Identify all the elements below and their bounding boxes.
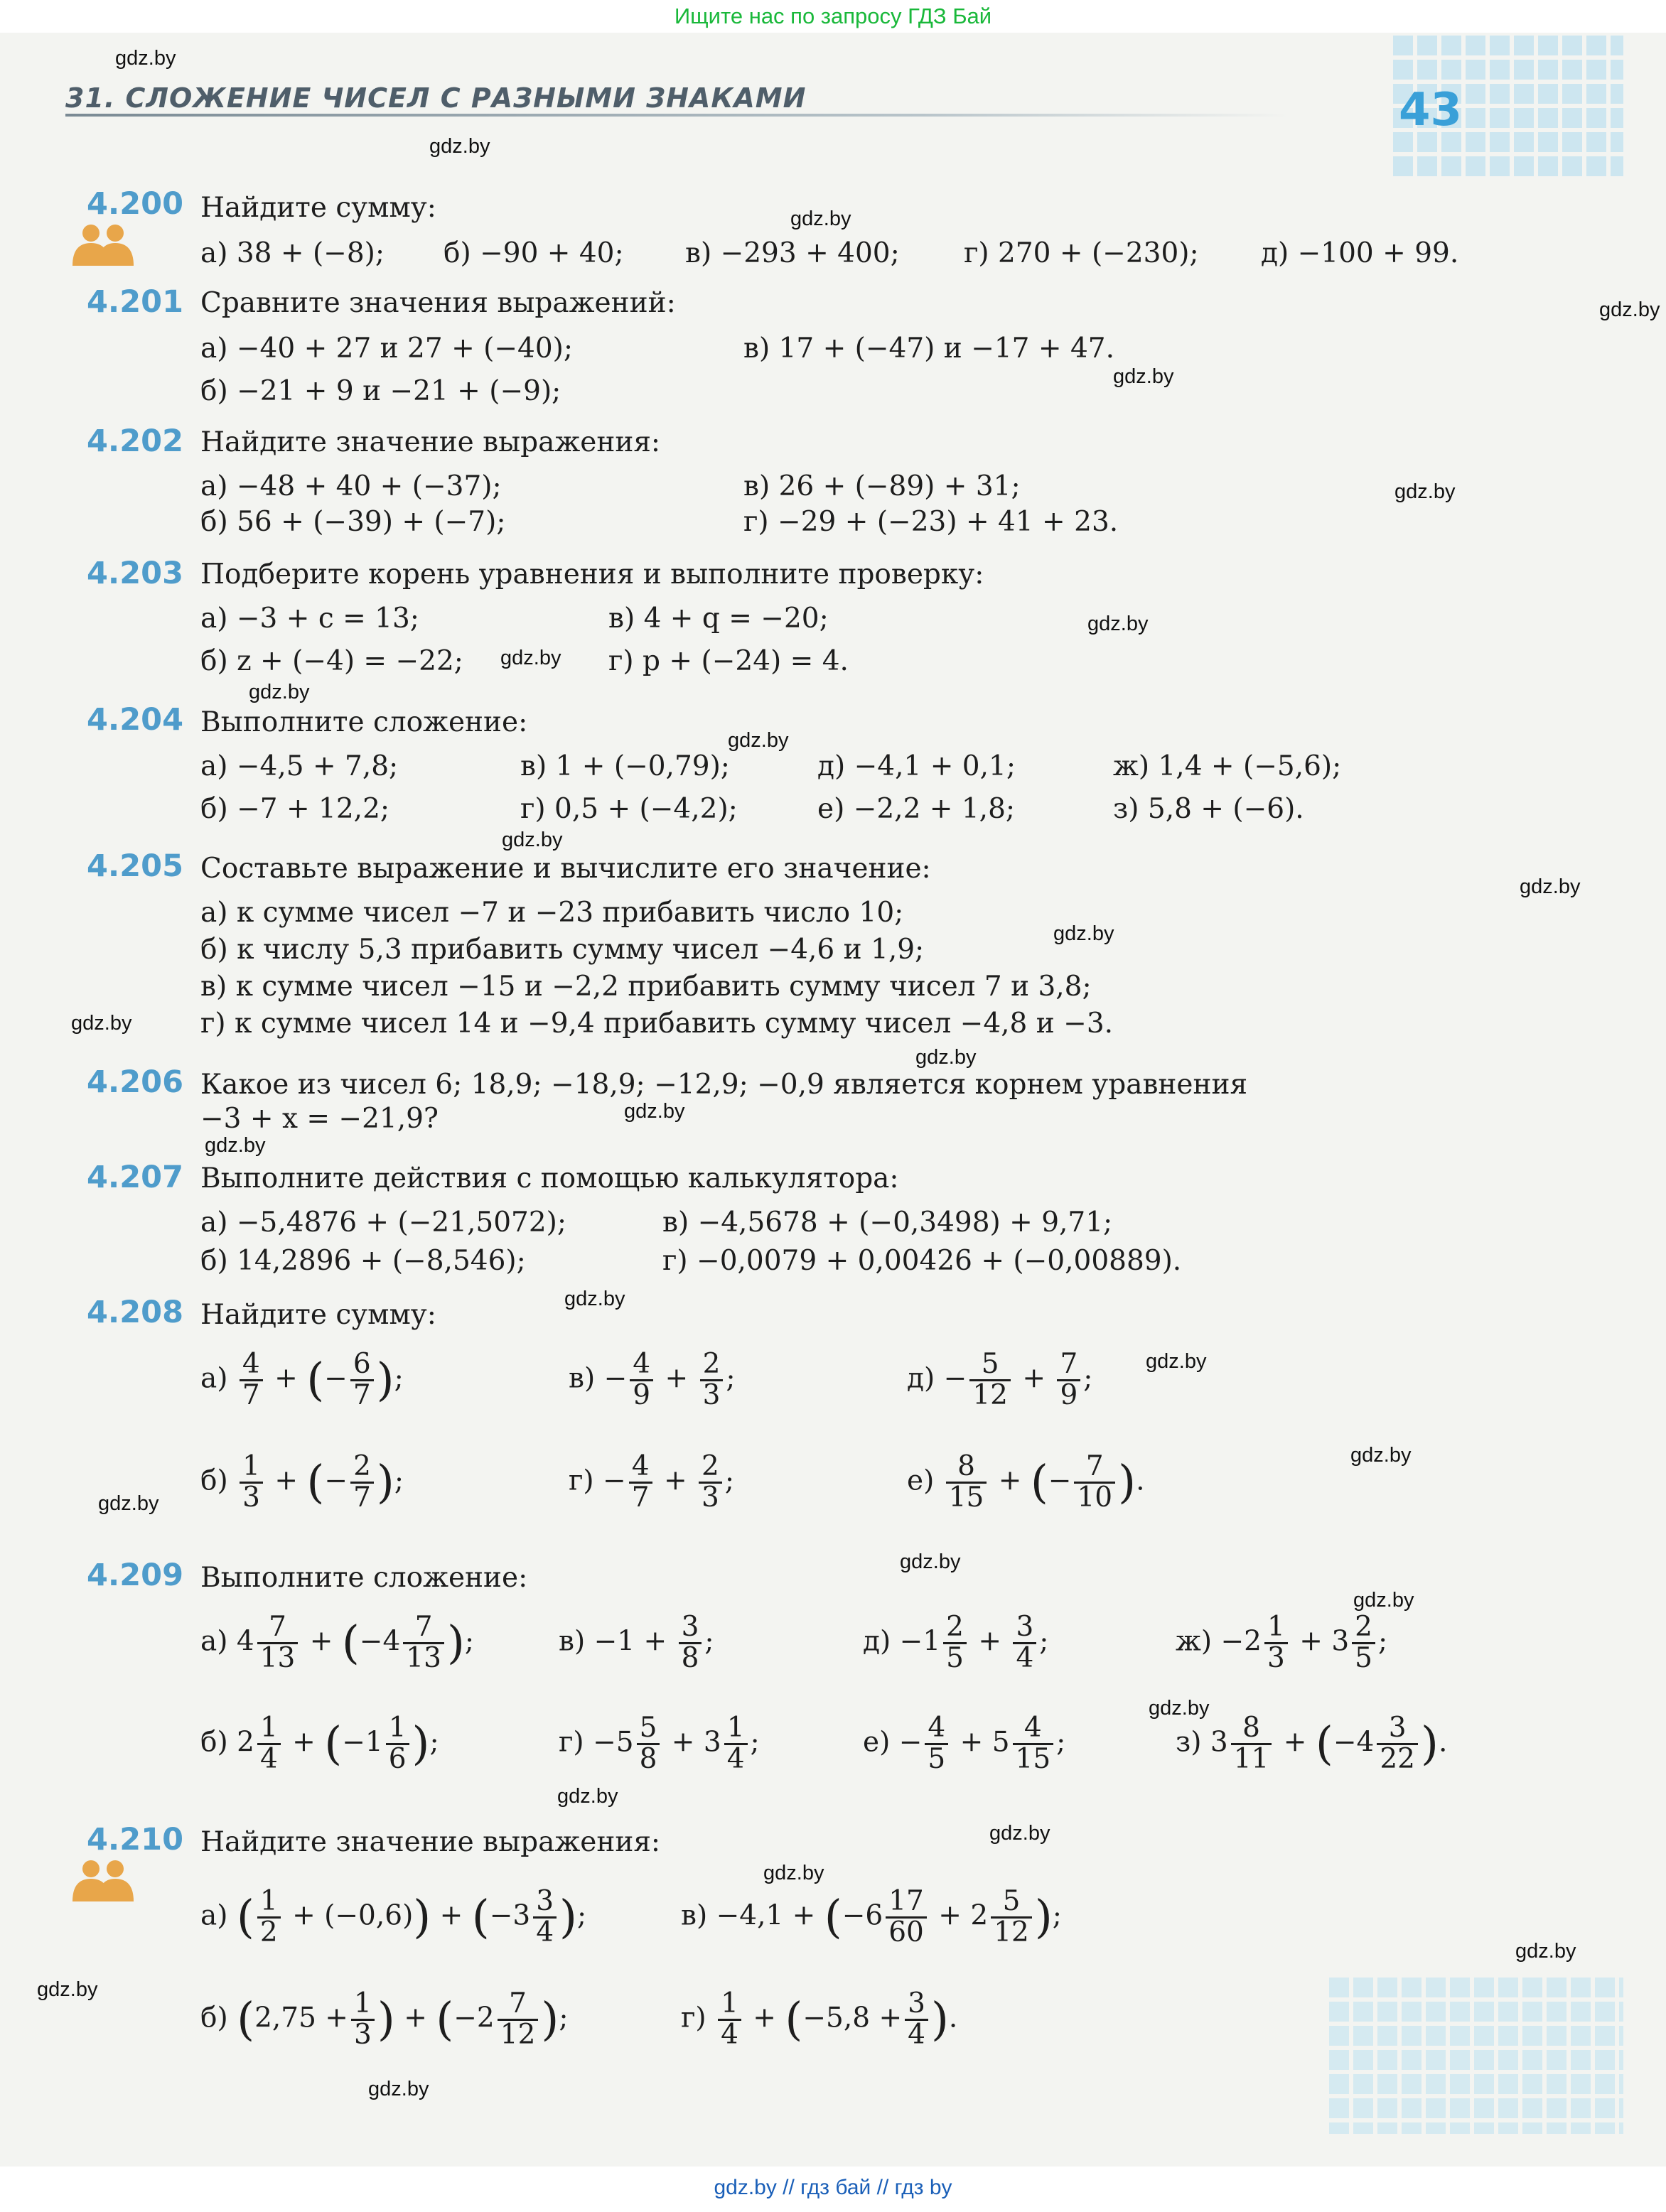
- task-number: 4.201: [87, 284, 184, 320]
- task-item: б) z + (−4) = −22;: [200, 645, 463, 677]
- watermark: gdz.by: [249, 681, 310, 703]
- watermark: gdz.by: [205, 1134, 266, 1157]
- fraction-expression: е) − $\frac{4}{5}$ + 5 $\frac{4}{15}$ ;: [863, 1712, 1066, 1775]
- task-title: Выполните сложение:: [200, 1562, 528, 1594]
- task-text: Какое из чисел 6; 18,9; −18,9; −12,9; −0,9 является корнем уравнения: [200, 1069, 1248, 1101]
- task-title: Найдите значение выражения:: [200, 426, 661, 458]
- bottom-banner[interactable]: gdz.by // гдз бай // гдз by: [0, 2167, 1666, 2212]
- fraction-expression: д) − $\frac{5}{12}$ + $\frac{7}{9}$ ;: [907, 1348, 1093, 1411]
- task-item: г) 0,5 + (−4,2);: [520, 793, 738, 825]
- task-item: а) 38 + (−8);: [200, 237, 385, 269]
- task-title: Найдите сумму:: [200, 192, 436, 224]
- task-item: д) −100 + 99.: [1261, 237, 1459, 269]
- task-number: 4.209: [87, 1558, 184, 1593]
- fraction-expression: а) ( $\frac{1}{2}$ + (−0,6)) + (−3 $\frac{3}{4}$ );: [200, 1885, 587, 1948]
- task-item: в) 26 + (−89) + 31;: [743, 470, 1021, 502]
- watermark: gdz.by: [564, 1288, 625, 1310]
- watermark: gdz.by: [728, 729, 789, 752]
- watermark: gdz.by: [1520, 875, 1581, 898]
- fraction-expression: в) −1 + $\frac{3}{8}$ ;: [559, 1611, 714, 1674]
- task-number: 4.206: [87, 1064, 184, 1100]
- task-item: б) к числу 5,3 прибавить сумму чисел −4,6 и 1,9;: [200, 934, 925, 966]
- watermark: gdz.by: [500, 647, 561, 669]
- watermark: gdz.by: [71, 1012, 132, 1035]
- decorative-grid-bottom: [1325, 1978, 1623, 2134]
- task-item: в) −293 + 400;: [685, 237, 900, 269]
- task-item: г) к сумме чисел 14 и −9,4 прибавить сумму чисел −4,8 и −3.: [200, 1008, 1114, 1040]
- task-item: в) к сумме чисел −15 и −2,2 прибавить сумму чисел 7 и 3,8;: [200, 971, 1092, 1003]
- task-title: Сравните значения выражений:: [200, 287, 676, 319]
- watermark: gdz.by: [1053, 922, 1114, 945]
- task-number: 4.210: [87, 1822, 184, 1857]
- task-title: Выполните действия с помощью калькулятора:: [200, 1162, 899, 1194]
- task-item: б) −21 + 9 и −21 + (−9);: [200, 375, 561, 407]
- task-item: а) −5,4876 + (−21,5072);: [200, 1207, 566, 1239]
- fraction-expression: д) −1 $\frac{2}{5}$ + $\frac{3}{4}$ ;: [863, 1611, 1049, 1674]
- task-item: е) −2,2 + 1,8;: [817, 793, 1016, 825]
- fraction-expression: а) $\frac{4}{7}$ + (− $\frac{6}{7}$ );: [200, 1348, 404, 1411]
- task-item: в) 1 + (−0,79);: [520, 750, 730, 782]
- two-people-icon: [70, 1857, 138, 1903]
- task-number: 4.207: [87, 1160, 184, 1195]
- fraction-expression: г) $\frac{1}{4}$ + (−5,8 + $\frac{3}{4}$ ).: [681, 1987, 958, 2051]
- task-number: 4.204: [87, 702, 184, 738]
- page-number: 43: [1399, 84, 1463, 136]
- task-title: Составьте выражение и вычислите его значение:: [200, 853, 931, 885]
- watermark: gdz.by: [790, 207, 851, 230]
- task-number: 4.205: [87, 848, 184, 884]
- fraction-expression: а) 4 $\frac{7}{13}$ + (−4 $\frac{7}{13}$ );: [200, 1611, 475, 1674]
- task-item: в) 4 + q = −20;: [608, 603, 829, 635]
- fraction-expression: з) 3 $\frac{8}{11}$ + (−4 $\frac{3}{22}$ ).: [1176, 1712, 1448, 1775]
- task-item: а) −48 + 40 + (−37);: [200, 470, 502, 502]
- task-item: а) к сумме чисел −7 и −23 прибавить число 10;: [200, 897, 904, 929]
- fraction-expression: г) −5 $\frac{5}{8}$ + 3 $\frac{1}{4}$ ;: [559, 1712, 760, 1775]
- task-item: в) 17 + (−47) и −17 + 47.: [743, 333, 1114, 365]
- task-item: г) −29 + (−23) + 41 + 23.: [743, 506, 1119, 538]
- watermark: gdz.by: [1087, 613, 1149, 635]
- watermark: gdz.by: [557, 1785, 618, 1808]
- task-item: г) 270 + (−230);: [964, 237, 1199, 269]
- task-number: 4.200: [87, 186, 184, 222]
- watermark: gdz.by: [502, 829, 563, 851]
- watermark: gdz.by: [1350, 1444, 1412, 1467]
- header-rule: [65, 114, 1288, 117]
- fraction-expression: б) (2,75 + $\frac{1}{3}$ ) + (−2 $\frac{7}{12}$ );: [200, 1987, 569, 2051]
- top-banner[interactable]: Ищите нас по запросу ГДЗ Бай: [0, 0, 1666, 33]
- watermark: gdz.by: [989, 1822, 1050, 1845]
- task-item: д) −4,1 + 0,1;: [817, 750, 1016, 782]
- task-item: б) −7 + 12,2;: [200, 793, 390, 825]
- watermark: gdz.by: [1353, 1589, 1414, 1612]
- two-people-icon: [70, 222, 138, 267]
- watermark: gdz.by: [763, 1862, 824, 1884]
- fraction-expression: г) − $\frac{4}{7}$ + $\frac{2}{3}$ ;: [569, 1450, 735, 1514]
- watermark: gdz.by: [1146, 1350, 1207, 1373]
- section-title: 31. СЛОЖЕНИЕ ЧИСЕЛ С РАЗНЫМИ ЗНАКАМИ: [65, 82, 807, 114]
- task-item: а) −3 + c = 13;: [200, 603, 419, 635]
- task-item: б) 14,2896 + (−8,546);: [200, 1245, 526, 1277]
- watermark: gdz.by: [368, 2078, 429, 2100]
- watermark: gdz.by: [429, 135, 490, 158]
- fraction-expression: б) $\frac{1}{3}$ + (− $\frac{2}{7}$ );: [200, 1450, 404, 1514]
- watermark: gdz.by: [115, 47, 176, 70]
- task-title: Найдите сумму:: [200, 1299, 436, 1331]
- fraction-expression: ж) −2 $\frac{1}{3}$ + 3 $\frac{2}{5}$ ;: [1176, 1611, 1388, 1674]
- watermark: gdz.by: [98, 1492, 159, 1515]
- task-item: б) −90 + 40;: [444, 237, 624, 269]
- fraction-expression: в) − $\frac{4}{9}$ + $\frac{2}{3}$ ;: [569, 1348, 736, 1411]
- task-item: а) −40 + 27 и 27 + (−40);: [200, 333, 574, 365]
- task-item: г) p + (−24) = 4.: [608, 645, 849, 677]
- task-number: 4.202: [87, 423, 184, 459]
- task-item: з) 5,8 + (−6).: [1113, 793, 1304, 825]
- fraction-expression: е) $\frac{8}{15}$ + (− $\frac{7}{10}$ ).: [907, 1450, 1145, 1514]
- task-item: б) 56 + (−39) + (−7);: [200, 506, 506, 538]
- task-number: 4.203: [87, 556, 184, 591]
- task-number: 4.208: [87, 1295, 184, 1330]
- task-item: в) −4,5678 + (−0,3498) + 9,71;: [662, 1207, 1113, 1239]
- task-item: г) −0,0079 + 0,00426 + (−0,00889).: [662, 1245, 1182, 1277]
- watermark: gdz.by: [1113, 365, 1174, 388]
- watermark: gdz.by: [915, 1046, 977, 1069]
- watermark: gdz.by: [1515, 1940, 1576, 1963]
- watermark: gdz.by: [1394, 480, 1456, 503]
- task-item: а) −4,5 + 7,8;: [200, 750, 399, 782]
- task-title: Выполните сложение:: [200, 706, 528, 738]
- task-title: Подберите корень уравнения и выполните проверку:: [200, 559, 984, 590]
- watermark: gdz.by: [900, 1550, 961, 1573]
- watermark: gdz.by: [1149, 1697, 1210, 1720]
- fraction-expression: б) 2 $\frac{1}{4}$ + (−1 $\frac{1}{6}$ );: [200, 1712, 439, 1775]
- watermark: gdz.by: [624, 1100, 685, 1123]
- watermark: gdz.by: [37, 1978, 98, 2001]
- task-text: −3 + x = −21,9?: [200, 1103, 439, 1135]
- fraction-expression: в) −4,1 + (−6 $\frac{17}{60}$ + 2 $\frac{5}{12}$ );: [681, 1885, 1062, 1948]
- task-item: ж) 1,4 + (−5,6);: [1113, 750, 1342, 782]
- task-title: Найдите значение выражения:: [200, 1826, 661, 1858]
- watermark: gdz.by: [1599, 298, 1660, 321]
